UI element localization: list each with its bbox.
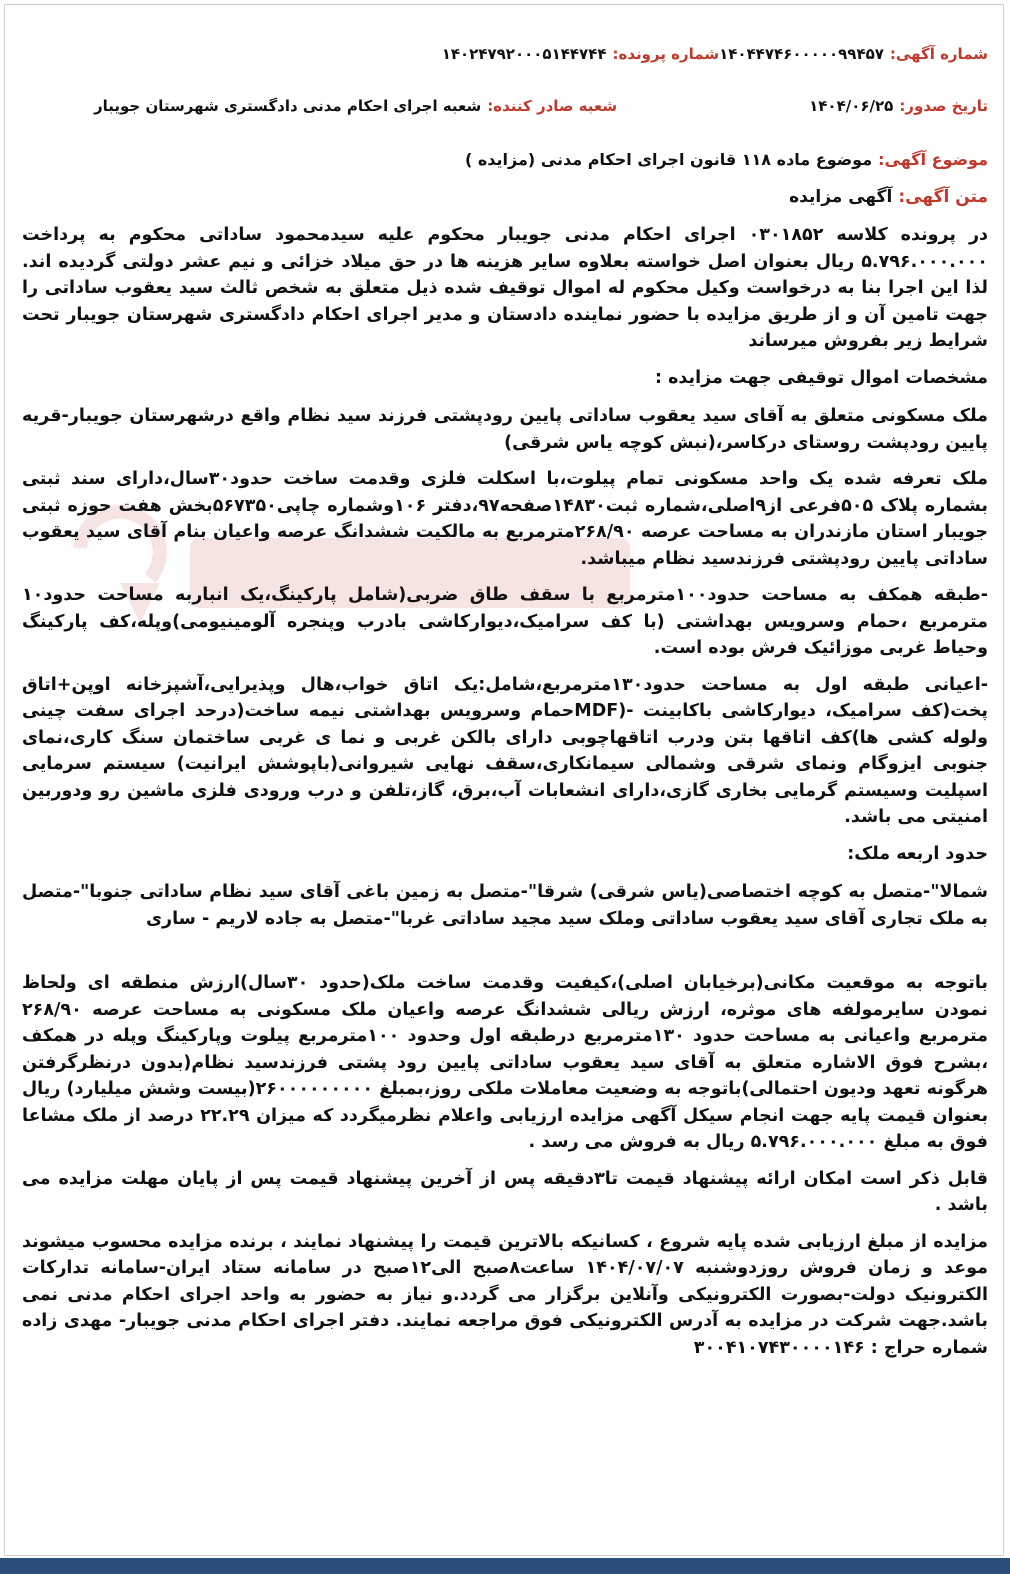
case-number-label: شماره پرونده: (612, 45, 720, 63)
issue-date-label: تاریخ صدور: (899, 97, 988, 115)
paragraph-bid-note: قابل ذکر است امکان ارائه پیشنهاد قیمت تا۳دقیقه پس از آخرین پیشنهاد قیمت پس از پایان مهلت مزایده می باشد . (22, 1168, 988, 1215)
paragraph-property-registration: ملک تعرفه شده یک واحد مسکونی تمام پیلوت،با اسکلت فلزی وقدمت ساخت حدود۳۰سال،دارای سند ثبتی بشماره پلاک ۵۰۵فرعی از۹اصلی،شماره ثبت۱۴۸۳۰صفحه۹۷،دفتر ۱۰۶وشماره چاپی۵۶۷۳۵۰بخش هفت حوزه ثبتی جویبار استان مازندران به مساحت عرصه ۲۶۸/۹۰مترمربع به مالکیت ششدانگ عرصه واعیان بنام آقای سید یعقوب ساداتی پایین رودپشتی فرزندسید نظام میباشد. (22, 469, 988, 569)
notice-number-field (719, 45, 988, 63)
subject-value: موضوع ماده ۱۱۸ قانون اجرای احکام مدنی (مزایده ) (464, 149, 873, 169)
notice-number: ۱۴۰۴۴۷۴۶۰۰۰۰۰۹۹۴۵۷ (719, 45, 884, 63)
heading-seized-property: مشخصات اموال توقیفی جهت مزایده : (655, 367, 988, 388)
issuer: شعبه اجرای احکام مدنی دادگستری شهرستان جویبار (94, 97, 482, 115)
issuer-field (94, 97, 617, 115)
spacer (22, 942, 988, 970)
paragraph-boundaries: شمالا"-متصل به کوچه اختصاصی(یاس شرقی) شرقا"-متصل به زمین باغی آقای سید نظام ساداتی جنوبا"-متصل به ملک تجاری آقای سید یعقوب ساداتی وملک سید مجید ساداتی غربا"-متصل به جاده لاریم - ساری (22, 882, 988, 929)
notice-content (22, 38, 988, 1371)
subject-label: موضوع آگهی: (878, 149, 988, 169)
paragraph-valuation: باتوجه به موقعیت مکانی(برخیابان اصلی)،کیفیت وقدمت ساخت ملک(حدود ۳۰سال)ارزش منطقه ای ولحاظ نمودن سایرمولفه های موثره، ارزش ریالی ششدانگ عرصه واعیان ملک مسکونی به مساحت عرصه ۲۶۸/۹۰ مترمربع واعیانی به مساحت حدود ۱۳۰مترمربع درطبقه اول وحدود ۱۰۰مترمربع پیلوت وپارکینگ وپله در همکف ،بشرح فوق الاشاره متعلق به آقای سید یعقوب ساداتی پایین رود پشتی فرزندسید نظام(بدون درنظرگرفتن هرگونه تعهد ودیون احتمالی)باتوجه به وضعیت معاملات ملکی روز،بمبلغ ۲۶۰۰۰۰۰۰۰۰۰(بیست وشش میلیارد) ریال بعنوان قیمت پایه جهت انجام سیکل آگهی مزایده ارزیابی واعلام نظرمیگردد که میزان ۲۲.۲۹ درصد از ملک مشاعا فوق به مبلغ ۵.۷۹۶.۰۰۰.۰۰۰ ریال به فروش می رسد . (22, 973, 989, 1152)
case-number-field (442, 45, 719, 63)
paragraph-ground-floor: -طبقه همکف به مساحت حدود۱۰۰مترمربع با سقف طاق ضربی(شامل پارکینگ،یک انباربه مساحت حدود۱۰ مترمربع ،حمام وسرویس بهداشتی (با کف سرامیک،دیوارکاشی بادرب وپنجره آلومینیومی)وپله،کف پارکینگ وحیاط غربی موزائیک فرش بوده است. (22, 585, 989, 658)
paragraph-auction-terms: مزایده از مبلغ ارزیابی شده پایه شروع ، کسانیکه بالاترین قیمت را پیشنهاد نمایند ، برنده مزایده محسوب میشوند موعد و زمان فروش روزدوشنبه ۱۴۰۴/۰۷/۰۷ ساعت۸صبح الی۱۲صبح در سامانه ستاد ایران-سامانه تدارکات الکترونیک دولت-بصورت الکترونیکی وآنلاین برگزار می گردد.و نیاز به حضور به واحد اجرای احکام مدنی نمی باشد.جهت شرکت در مزایده به آدرس الکترونیکی فوق مراجعه نمایند. دفتر اجرای احکام مدنی جویبار- مهدی زاده شماره حراج : ۳۰۰۴۱۰۷۴۳۰۰۰۰۱۴۶ (22, 1231, 988, 1358)
paragraph-first-floor: -اعیانی طبقه اول به مساحت حدود۱۳۰مترمربع،شامل:یک اتاق خواب،هال وپذیرایی،آشپزخانه اوپن+اتاق پخت(کف سرامیک، دیوارکاشی باکابینت -(MDFحمام وسرویس بهداشتی نیمه ساخت(درحد اجرای سفت چینی ولوله کشی ها)کف اتاقها بتن ودرب اتاقهاچوبی دارای بالکن غربی و نما ی غربی ساختمان سنگ کاری،نمای جنوبی ایزوگام ونمای شرقی وشمالی سیمانکاری،سقف نهایی شیروانی(باپوشش ایرانیت) سیستم سرمایی اسپلیت وسیستم گرمایی بخاری گازی،دارای انشعابات آب،برق، گاز،تلفن و درب ورودی فلزی ماشین رو ودوربین امنیتی می باشد. (22, 674, 989, 827)
notice-text-value: آگهی مزایده (789, 187, 893, 207)
notice-text-line (22, 180, 988, 214)
header-row-1 (22, 38, 988, 70)
issue-date: ۱۴۰۴/۰۶/۲۵ (809, 97, 894, 115)
issuer-label: شعبه صادر کننده: (487, 97, 618, 115)
notice-text-label: متن آگهی: (898, 187, 988, 207)
case-number: ۱۴۰۲۴۷۹۲۰۰۰۵۱۴۴۷۴۴ (441, 45, 607, 63)
paragraph-property-location: ملک مسکونی متعلق به آقای سید یعقوب ساداتی پایین رودپشتی فرزند سید نظام واقع درشهرستان جویبار-قریه پایین رودپشت روستای درکاسر،(نبش کوچه یاس شرقی) (22, 406, 988, 453)
bottom-bar (0, 1558, 1010, 1574)
issue-date-field (809, 97, 988, 115)
heading-boundaries: حدود اربعه ملک: (847, 843, 988, 864)
paragraph-case-summary: در پرونده کلاسه ۰۳۰۱۸۵۲ اجرای احکام مدنی جویبار محکوم علیه سیدمحمود ساداتی محکوم به پرداخت ۵.۷۹۶.۰۰۰.۰۰۰ ریال بعنوان اصل خواسته بعلاوه سایر هزینه ها در حق میلاد خزائی و نیم عشر دولتی گردیده اند. لذا این اجرا بنا به درخواست وکیل محکوم له اموال توقیف شده ذیل متعلق به شخص ثالث سید یعقوب ساداتی را جهت تامین آن و از طریق مزایده با حضور نماینده دادستان و مدیر اجرای احکام دادگستری شهرستان جویبار تحت شرایط زیر بفروش میرساند (22, 225, 988, 351)
subject-line (22, 142, 988, 176)
notice-number-label: شماره آگهی: (889, 45, 988, 63)
header-row-2 (22, 90, 988, 122)
